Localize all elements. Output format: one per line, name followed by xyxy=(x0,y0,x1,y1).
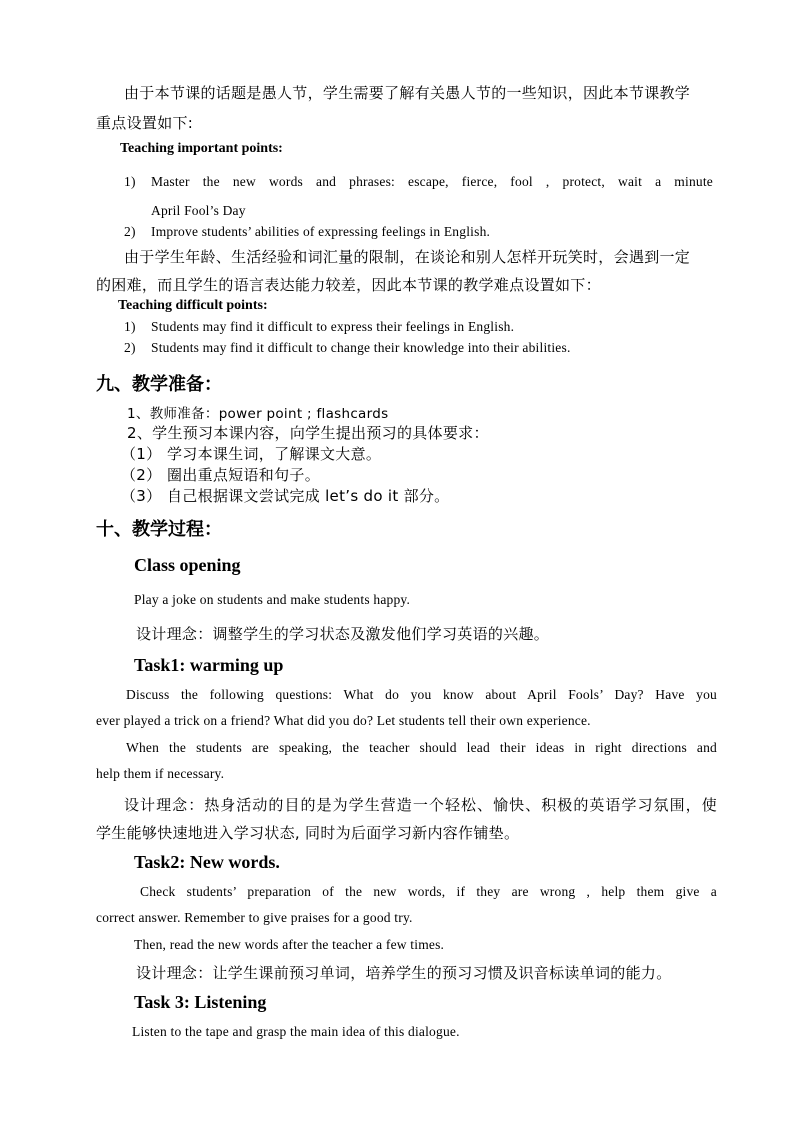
task2-idea: 设计理念：让学生课前预习单词，培养学生的预习习惯及识音标读单词的能力。 xyxy=(136,964,672,982)
task1-para1-line1: Discuss the following questions: What do you know about April Fools’ Day? Have you xyxy=(126,687,717,702)
task3-heading: Task 3: Listening xyxy=(134,992,267,1012)
section-9-sub-1: （1） 学习本课生词，了解课文大意。 xyxy=(121,445,382,463)
task1-para1-line2: ever played a trick on a friend? What did you do? Let students tell their own experience. xyxy=(96,713,591,728)
difficult-item-2-text: Students may find it difficult to change their knowledge into their abilities. xyxy=(151,340,571,355)
class-opening-heading: Class opening xyxy=(134,555,241,575)
task1-idea-line1: 设计理念：热身活动的目的是为学生营造一个轻松、愉快、积极的英语学习氛围，使 xyxy=(124,796,717,814)
task3-text: Listen to the tape and grasp the main idea of this dialogue. xyxy=(132,1024,460,1039)
task1-heading: Task1: warming up xyxy=(134,655,284,675)
task2-para1-line2: correct answer. Remember to give praises for a good try. xyxy=(96,910,413,925)
difficult-item-1-number: 1) xyxy=(124,319,136,334)
task1-para2-line2: help them if necessary. xyxy=(96,766,225,781)
section-9-sub-3: （3） 自己根据课文尝试完成 let’s do it 部分。 xyxy=(121,487,450,505)
intro-line-2: 重点设置如下: xyxy=(96,114,194,132)
intro-line-1: 由于本节课的话题是愚人节，学生需要了解有关愚人节的一些知识，因此本节课教学 xyxy=(124,84,691,102)
difficult-item-1-text: Students may find it difficult to express their feelings in English. xyxy=(151,319,515,334)
important-points-heading: Teaching important points: xyxy=(120,141,283,156)
difficult-intro-line-2: 的困难，而且学生的语言表达能力较差，因此本节课的教学难点设置如下： xyxy=(96,276,601,294)
section-10-title: 十、教学过程： xyxy=(96,519,222,540)
important-item-1-line-2: April Fool’s Day xyxy=(151,203,246,218)
important-item-2-number: 2) xyxy=(124,224,136,239)
task2-para1-line1: Check students’ preparation of the new words, if they are wrong , help them give a xyxy=(140,884,717,899)
important-item-1-number: 1) xyxy=(124,174,136,189)
section-9-item-2: 2、学生预习本课内容，向学生提出预习的具体要求： xyxy=(127,424,489,442)
task1-idea-line2: 学生能够快速地进入学习状态, 同时为后面学习新内容作铺垫。 xyxy=(96,824,520,842)
important-item-2-text: Improve students’ abilities of expressing feelings in English. xyxy=(151,224,491,239)
task1-para2-line1: When the students are speaking, the teacher should lead their ideas in right directions and xyxy=(126,740,717,755)
important-item-1-line-1: Master the new words and phrases: escape, fierce, fool , protect, wait a minute xyxy=(151,174,713,189)
section-9-title: 九、教学准备： xyxy=(96,374,222,395)
section-9-sub-2: （2） 圈出重点短语和句子。 xyxy=(121,466,321,484)
section-9-item-1: 1、教师准备：power point ; flashcards xyxy=(127,406,389,422)
task2-heading: Task2: New words. xyxy=(134,852,280,872)
class-opening-text: Play a joke on students and make students happy. xyxy=(134,592,411,607)
class-opening-idea: 设计理念：调整学生的学习状态及激发他们学习英语的兴趣。 xyxy=(136,625,550,643)
difficult-item-2-number: 2) xyxy=(124,340,136,355)
task2-para2: Then, read the new words after the teacher a few times. xyxy=(134,937,445,952)
difficult-intro-line-1: 由于学生年龄、生活经验和词汇量的限制，在谈论和别人怎样开玩笑时，会遇到一定 xyxy=(124,248,691,266)
difficult-points-heading: Teaching difficult points: xyxy=(118,298,268,313)
